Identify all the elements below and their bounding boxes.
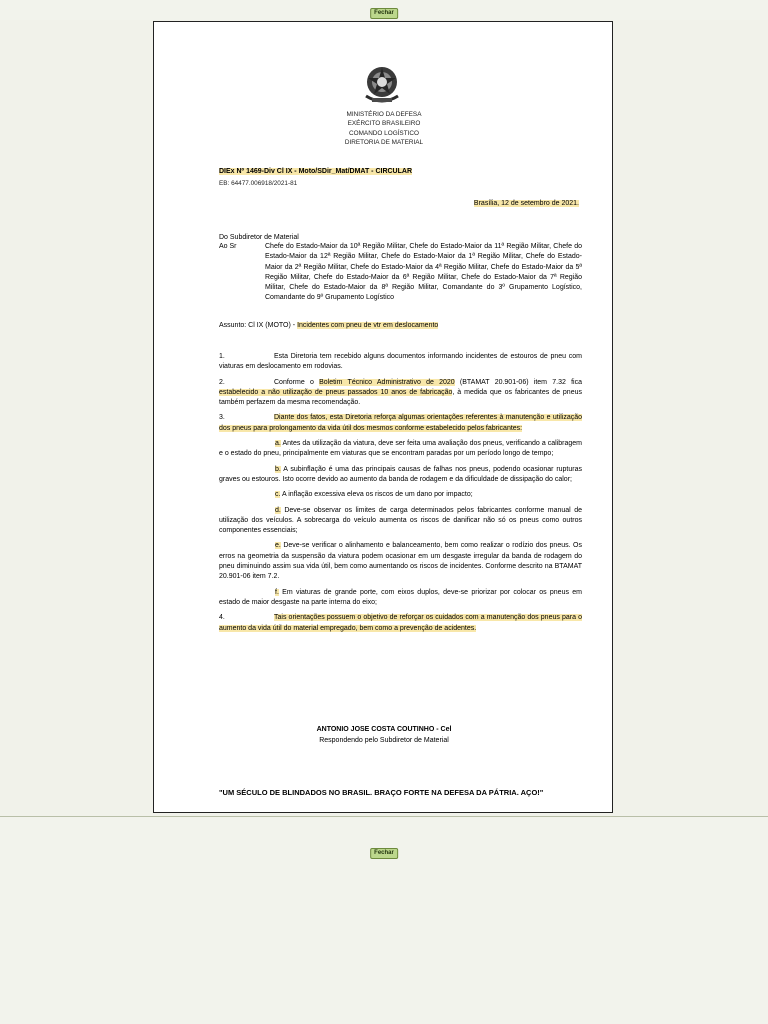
letterhead — [154, 110, 614, 148]
paragraph-2-text-c: (BTAMAT 20.901-06) item 7.32 fica — [454, 378, 582, 386]
paragraph-3 — [219, 413, 582, 434]
item-b-text: A subinflação é uma das principais causas de falhas nos pneus, podendo ocasionar rupturas graves ou estouros. Isto ocorre devido ao aumento da banda de rodagem e da dificuldade de dissipação do calor; — [219, 465, 582, 483]
item-e-text: Deve-se verificar o alinhamento e balanceamento, bem como realizar o rodízio dos pneus. Os erros na geometria da suspensão da viatura podem ocasionar em um desgaste irregular da banda de rodagem do pneu diminuindo assim sua vida útil, bem como aumentando os riscos de incidentes. Conforme descrito na BTAMAT 20.901-06 item 7.2. — [219, 542, 582, 581]
item-e — [219, 541, 582, 582]
paragraph-4-number: 4. — [219, 614, 225, 622]
bottom-bar — [0, 816, 768, 856]
close-button-top[interactable]: Fechar — [370, 8, 398, 19]
item-d-text: Deve-se observar os limites de carga determinados pelos fabricantes conforme manual de utilização dos veículos. A sobrecarga do veículo aumenta os riscos de danificar não só os pneus como outros componentes essenciais; — [219, 506, 582, 535]
item-f — [219, 588, 582, 609]
letterhead-line-ministry: MINISTÉRIO DA DEFESA — [346, 111, 422, 118]
item-d-label: d. — [275, 506, 281, 514]
letterhead-line-directorate: DIRETORIA DE MATERIAL — [344, 139, 424, 147]
document-reference: DIEx Nº 1469-Div Cl IX - Moto/SDir_Mat/DMAT - CIRCULAR — [219, 168, 412, 175]
subject-label: Assunto: Cl IX (MOTO) - — [219, 322, 298, 329]
recipients: Chefe do Estado-Maior da 10ª Região Militar, Chefe do Estado-Maior da 11ª Região Militar, Chefe do Estado-Maior da 12ª Região Militar, Chefe do Estado-Maior da 1ª Região Militar, Chefe do Estado-Maior da 2ª Região Militar, Chefe do Estado-Maior da 4ª Região Militar, Chefe do Estado-Maior da 5ª Região Militar, Chefe do Estado-Maior da 6ª Região Militar, Chefe do Estado-Maior da 7ª Região Militar, Chefe do Estado-Maior da 8ª Região Militar, Comandante do 3º Grupamento Logístico, Comandante do 9º Grupamento Logístico — [265, 243, 582, 302]
paragraph-2-highlight-bulletin: Boletim Técnico Administrativo de 2020 — [319, 378, 455, 386]
paragraph-2 — [219, 378, 582, 409]
item-c — [219, 490, 582, 500]
item-a — [219, 439, 582, 460]
letterhead-line-army: EXÉRCITO BRASILEIRO — [347, 120, 421, 128]
subject-text: Incidentes com pneu de vtr em deslocamento — [297, 322, 439, 329]
paragraph-2-number: 2. — [219, 378, 225, 386]
document-date: Brasília, 12 de setembro de 2021. — [473, 200, 579, 207]
motto: "UM SÉCULO DE BLINDADOS NO BRASIL. BRAÇO FORTE NA DEFESA DA PÁTRIA. AÇO!" — [219, 788, 544, 797]
item-f-label: f. — [275, 588, 279, 596]
document-body — [219, 352, 582, 639]
item-b — [219, 465, 582, 486]
item-d — [219, 506, 582, 537]
item-c-label: c. — [275, 491, 281, 499]
paragraph-3-text: Diante dos fatos, esta Diretoria reforça algumas orientações referentes à manutenção e utilização dos pneus para prolongamento da vida útil dos mesmos conforme estabelecido pelos fabricantes: — [219, 414, 582, 432]
item-b-label: b. — [275, 465, 281, 473]
eb-number: EB: 64477.006918/2021-81 — [219, 180, 298, 187]
item-a-label: a. — [275, 440, 281, 448]
paragraph-4-text: Tais orientações possuem o objetivo de reforçar os cuidados com a manutenção dos pneus para o aumento da vida útil do material empregado, bem como a prevenção de acidentes. — [219, 614, 582, 632]
coat-of-arms-icon — [358, 62, 406, 108]
paragraph-2-text-a: Conforme o — [274, 378, 320, 386]
close-button-bottom[interactable]: Fechar — [370, 848, 398, 859]
from-line: Do Subdiretor de Material — [219, 234, 299, 241]
paragraph-2-highlight-rule: estabelecido a não utilização de pneus passados 10 anos de fabricação — [219, 388, 453, 396]
paragraph-1-number: 1. — [219, 353, 225, 360]
paragraph-2-text-e: , à medida que os fabricantes de pneus também perfazem da mesma recomendação. — [219, 388, 582, 407]
to-label: Ao Sr — [219, 243, 237, 250]
item-c-text: A inflação excessiva eleva os riscos de um dano por impacto; — [280, 491, 473, 499]
signature-name: ANTONIO JOSE COSTA COUTINHO - Cel — [316, 726, 452, 733]
signature-block — [154, 725, 614, 746]
signature-role: Respondendo pelo Subdiretor de Material — [319, 736, 449, 744]
paragraph-3-number: 3. — [219, 414, 225, 422]
paragraph-1-text: Esta Diretoria tem recebido alguns documentos informando incidentes de estouros de pneu com viaturas em deslocamento em rodovias. — [219, 353, 582, 371]
paragraph-4 — [219, 613, 582, 634]
item-e-label: e. — [275, 542, 281, 550]
document-page — [153, 21, 613, 813]
subject-line — [219, 321, 582, 331]
item-a-text: Antes da utilização da viatura, deve ser feita uma avaliação dos pneus, verificando a calibragem e o estado do pneu, principalmente em viaturas que se encontram paradas por um período longo de tempo; — [219, 440, 582, 458]
item-f-text: Em viaturas de grande porte, com eixos duplos, deve-se priorizar por colocar os pneus em estado de maior desgaste na parte interna do eixo; — [219, 588, 582, 606]
top-bar — [0, 0, 768, 21]
paragraph-1 — [219, 352, 582, 373]
letterhead-line-command: COMANDO LOGÍSTICO — [349, 129, 419, 137]
